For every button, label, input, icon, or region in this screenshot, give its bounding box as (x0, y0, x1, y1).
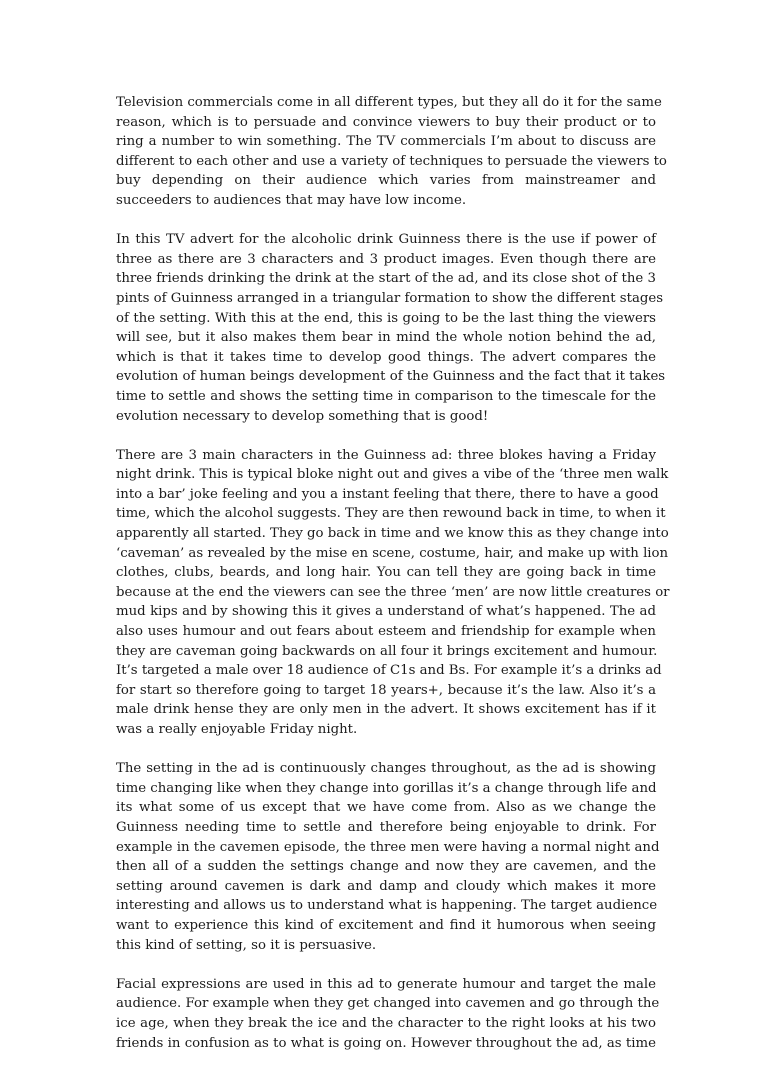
text-line: time changing like when they change into gorillas it’s a change through life and (116, 780, 657, 796)
text-line: In this TV advert for the alcoholic drink Guinness there is the use if power of (116, 232, 656, 248)
text-line: time, which the alcohol suggests. They are then rewound back in time, to when it (116, 506, 666, 522)
text-line: succeeders to audiences that may have low income. (116, 192, 467, 208)
text-line: friends in confusion as to what is going on. However throughout the ad, as time (116, 1035, 656, 1051)
text-line: different to each other and use a variety of techniques to persuade the viewers to (116, 153, 667, 169)
text-line: then all of a sudden the settings change and now they are cavemen, and the (116, 859, 656, 875)
text-line: ice age, when they break the ice and the character to the right looks at his two (116, 1015, 656, 1031)
text-line: mud kips and by showing this it gives a understand of what’s happened. The ad (116, 604, 656, 620)
text-line: its what some of us except that we have come from. Also as we change the (116, 800, 656, 816)
text-line: into a bar’ joke feeling and you a instant feeling that there, there to have a good (116, 486, 659, 502)
text-line: There are 3 main characters in the Guinness ad: three blokes having a Friday (116, 447, 656, 463)
text-line: example in the cavemen episode, the three men were having a normal night and (116, 839, 660, 855)
text-line: time to settle and shows the setting time in comparison to the timescale for the (116, 388, 656, 404)
text-line: want to experience this kind of excitement and find it humorous when seeing (116, 917, 656, 933)
text-line: because at the end the viewers can see the three ‘men’ are now little creatures or (116, 584, 670, 600)
text-line: of the setting. With this at the end, this is going to be the last thing the viewers (116, 310, 656, 326)
text-line: ‘caveman’ as revealed by the mise en scene, costume, hair, and make up with lion (116, 545, 669, 561)
text-line: male drink hense they are only men in the advert. It shows excitement has if it (116, 702, 656, 718)
text-line: evolution of human beings development of the Guinness and the fact that it takes (116, 369, 666, 385)
paragraph-4 (116, 759, 660, 955)
paragraph-5 (116, 975, 660, 1053)
text-line: evolution necessary to develop something that is good! (116, 408, 489, 424)
text-line: ring a number to win something. The TV commercials I’m about to discuss are (116, 134, 656, 150)
text-line: three as there are 3 characters and 3 product images. Even though there are (116, 251, 656, 267)
text-line: reason, which is to persuade and convince viewers to buy their product or to (116, 114, 656, 130)
text-line: The setting in the ad is continuously changes throughout, as the ad is showing (116, 761, 656, 777)
text-line: they are caveman going backwards on all four it brings excitement and humour. (116, 643, 658, 659)
text-line: Television commercials come in all different types, but they all do it for the same (116, 95, 662, 110)
paragraph-1 (116, 93, 667, 211)
paragraph-2 (116, 230, 666, 426)
text-line: It’s targeted a male over 18 audience of C1s and Bs. For example it’s a drinks ad (116, 663, 662, 679)
text-line: Facial expressions are used in this ad to generate humour and target the male (116, 976, 656, 992)
text-line: setting around cavemen is dark and damp and cloudy which makes it more (116, 878, 656, 894)
text-line: three friends drinking the drink at the start of the ad, and its close shot of the 3 (116, 271, 656, 287)
text-line: buy depending on their audience which varies from mainstreamer and (116, 173, 656, 189)
text-line: was a really enjoyable Friday night. (116, 722, 358, 737)
text-line: which is that it takes time to develop good things. The advert compares the (116, 349, 656, 365)
text-line: this kind of setting, so it is persuasive. (116, 937, 377, 953)
text-line: Guinness needing time to settle and therefore being enjoyable to drink. For (116, 819, 656, 835)
text-line: for start so therefore going to target 18 years+, because it’s the law. Also it’s a (116, 682, 656, 698)
text-line: apparently all started. They go back in time and we know this as they change into (116, 526, 669, 542)
text-line: audience. For example when they get changed into cavemen and go through the (116, 996, 660, 1012)
text-line: night drink. This is typical bloke night out and gives a vibe of the ‘three men walk (116, 467, 669, 483)
text-line: clothes, clubs, beards, and long hair. You can tell they are going back in time (116, 565, 656, 581)
text-line: also uses humour and out fears about esteem and friendship for example when (116, 624, 656, 640)
text-line: will see, but it also makes them bear in mind the whole notion behind the ad, (116, 330, 656, 346)
text-line: interesting and allows us to understand what is happening. The target audience (116, 898, 658, 914)
essay-body (116, 93, 670, 1073)
paragraph-3 (116, 446, 670, 740)
text-line: pints of Guinness arranged in a triangular formation to show the different stages (116, 290, 664, 306)
